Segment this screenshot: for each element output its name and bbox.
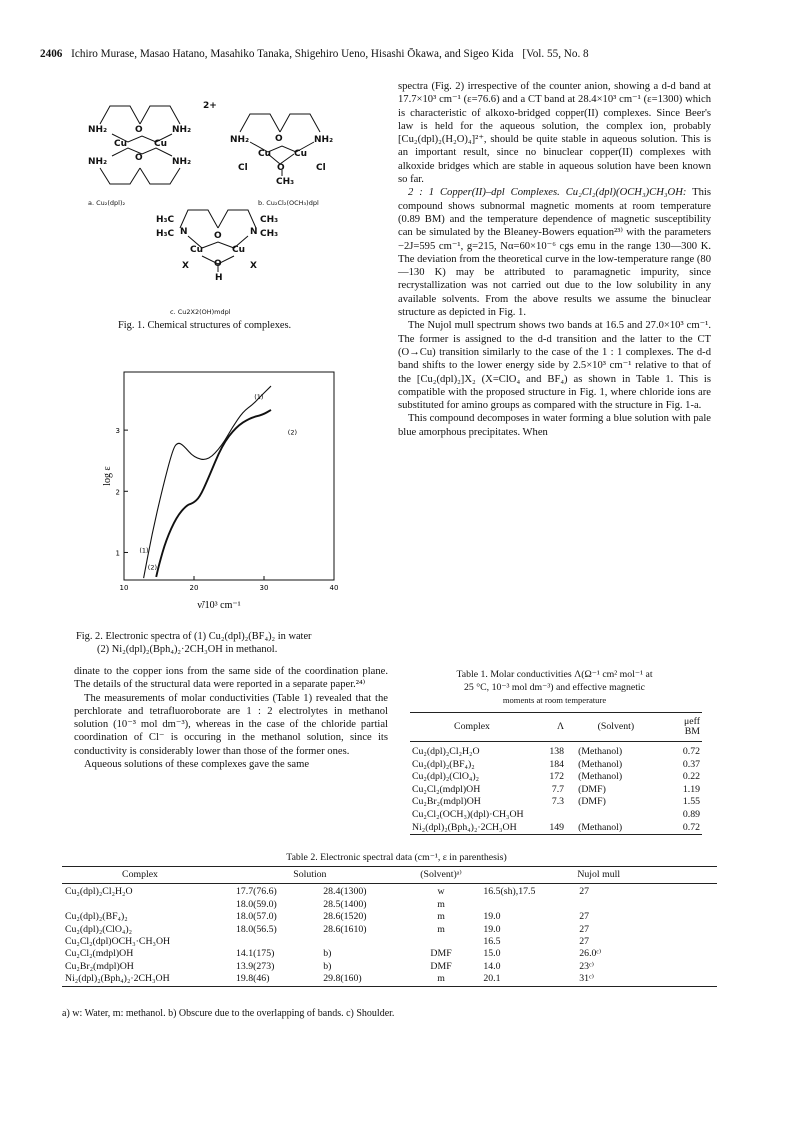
atom-x: X	[250, 261, 257, 271]
series-label-2: (2)	[287, 428, 298, 437]
series-label-1-low: (1)	[139, 546, 149, 555]
table-cell: 27	[579, 911, 590, 923]
atom-n: N	[250, 227, 258, 237]
x-tick-label: 10	[119, 584, 129, 592]
page-number: 2406	[40, 48, 63, 60]
column-header: Λ	[534, 713, 566, 742]
table-cell: Ni₂(dpl)₂(Bph₄)₂·2CH₃OH	[410, 822, 534, 835]
paragraph: This compound shows subnormal magnetic moments at room temperature (0.89 BM) and the temperature dependence of magnetic susceptibility can be simulated by the Bleaney-Bowers equation²³⁾ with the parameters −2J=595 cm⁻¹, g=215, Nα=60×10⁻⁶ cgs emu in the range 130—300 K. The deviation from the theoretical curve in the low-temperature range (80—130 K) may be attributed to paramagnetic impurity, since recrystallization was not carried out due to the low solubility in any available solvents. From the above results we assume the binuclear structure as depicted in Fig. 1.	[398, 187, 711, 319]
table-cell: w	[437, 886, 445, 898]
table-cell: 14.1(175)	[236, 948, 275, 960]
table-cell: m	[402, 973, 481, 986]
table-row	[410, 771, 702, 784]
atom-nh2: NH₂	[172, 157, 192, 167]
column-header: μeff BM	[666, 713, 702, 742]
structure-label-b: b. Cu₂Cl₂(OCH₃)dpl	[258, 199, 319, 207]
atom-nh2: NH₂	[314, 135, 334, 145]
table-cell: Cu₂Br₂(mdpl)OH	[65, 960, 134, 972]
table-cell: m	[437, 911, 445, 923]
atom-o: O	[275, 134, 283, 144]
column-header: (Solvent)ᵃ⁾	[402, 867, 481, 884]
table-cell: 172	[549, 771, 565, 783]
y-tick-label: 2	[115, 488, 120, 497]
atom-h3c: H₃C	[156, 215, 175, 225]
atom-ch3: CH₃	[260, 229, 279, 239]
table-cell: (DMF)	[578, 783, 606, 795]
paragraph: The Nujol mull spectrum shows two bands at 16.5 and 27.0×10³ cm⁻¹. The former is assigned to the d-d transition and the latter to the CT (O→Cu) transition similarly to the case of the 1 : 1 complexes. The d-d band shifts to the lower energy side by 2.5×10³ cm⁻¹ relative to that of the [Cu₂(dpl)₂]X₂ (X=ClO₄ and BF₄) as shown in Table 1. This is compatible with the proposed structure in Fig. 1, where chloride ions are substituted for amino groups as compared with the structure in Fig. 1-a.	[398, 320, 711, 412]
fig1-caption: Fig. 1. Chemical structures of complexes.	[118, 320, 292, 331]
table-cell: Cu₂(dpl)₂(BF₄)₂	[65, 911, 128, 923]
table2-title: Table 2. Electronic spectral data (cm⁻¹, ε in parenthesis)	[286, 852, 507, 863]
table-cell: 7.3	[551, 796, 565, 808]
fig1-structures	[70, 96, 390, 322]
fig2-caption-line1: Fig. 2. Electronic spectra of (1) Cu₂(dpl)₂(BF₄)₂ in water	[76, 631, 312, 642]
atom-nh2: NH₂	[88, 157, 108, 167]
table-cell: 28.5(1400)	[323, 898, 367, 910]
table1	[410, 712, 702, 835]
table-row	[410, 759, 702, 772]
table-cell: (Methanol)	[578, 746, 623, 757]
table-cell: 26.0ᶜ⁾	[579, 948, 602, 960]
table-cell: 14.0	[483, 960, 501, 972]
table-cell: 23ᶜ⁾	[579, 960, 594, 972]
table-cell: Cu₂Cl₂(mdpl)OH	[412, 783, 481, 795]
series-label-1: (1)	[254, 393, 264, 402]
atom-cu: Cu	[232, 245, 246, 255]
page-header	[40, 48, 753, 60]
x-tick-label: 30	[259, 584, 269, 592]
table-row	[410, 784, 702, 797]
table-cell: 31ᶜ⁾	[576, 973, 717, 986]
table-cell: (Methanol)	[578, 758, 623, 770]
table-cell	[534, 809, 566, 822]
y-tick-label: 3	[115, 427, 120, 436]
table-cell	[62, 899, 218, 911]
atom-cu: Cu	[114, 139, 128, 149]
series-line-2	[156, 410, 271, 577]
paragraph: This compound decomposes in water forming a blue solution with pale blue amorphous precipitates. When	[398, 413, 711, 438]
right-column-text	[398, 80, 711, 439]
table-cell: 18.0(56.5)	[236, 923, 277, 935]
table-cell	[218, 936, 320, 948]
table-cell: m	[437, 898, 445, 910]
table-row	[410, 809, 702, 822]
paragraph: spectra (Fig. 2) irrespective of the counter anion, showing a d-d band at 17.7×10³ cm⁻¹ (ε=76.6) and a CT band at 28.4×10³ cm⁻¹ (ε=1300) which is characteristic of alkoxo-bridged copper(II) complexes. Since Beer's law is held for the aqueous solution, the complex ion, probably [Cu₂(dpl)₂(H₂O)₄]²⁺, should be quite stable in aqueous solution. This is an important result, since no binuclear copper(II) complexes with alkoxide bridges which are stable in aqueous solution have been known so far.	[398, 81, 711, 186]
series-label-2-low: (2)	[147, 563, 158, 572]
table-cell: 20.1	[480, 973, 576, 986]
volume-info: [Vol. 55, No. 8	[522, 48, 589, 60]
atom-ch3: CH₃	[260, 215, 279, 225]
atom-cu: Cu	[154, 139, 168, 149]
table-cell: 16.5(sh),17.5	[483, 886, 536, 898]
table-cell: 0.37	[682, 758, 700, 770]
y-axis-label: log ε	[102, 466, 113, 486]
atom-o: O	[277, 163, 285, 173]
fig2-caption-line2: (2) Ni₂(dpl)₂(Bph₄)₂·2CH₃OH in methanol.	[97, 644, 278, 655]
table-cell: 28.4(1300)	[323, 886, 367, 898]
table-row	[62, 899, 717, 911]
table-row	[62, 948, 717, 960]
table-cell: 1.19	[682, 783, 700, 795]
author-list: Ichiro Murase, Masao Hatano, Masahiko Tanaka, Shigehiro Ueno, Hisashi Ōkawa, and Sigeo Kida	[71, 48, 514, 60]
table-cell: 27	[579, 886, 590, 898]
fig2-chart	[102, 368, 342, 610]
table-cell	[566, 809, 666, 822]
table-row	[62, 973, 717, 986]
table-cell: b)	[323, 948, 332, 960]
table-cell: 0.22	[682, 771, 700, 783]
table-row	[410, 796, 702, 809]
table-cell: Cu₂Br₂(mdpl)OH	[412, 796, 481, 808]
x-axis-label: ν̃/10³ cm⁻¹	[197, 600, 241, 610]
atom-cl: Cl	[316, 163, 326, 173]
left-column-text	[74, 665, 388, 771]
table-cell: 0.72	[682, 746, 700, 757]
atom-nh2: NH₂	[230, 135, 250, 145]
table-cell	[320, 936, 401, 948]
atom-h: H	[215, 273, 223, 283]
table-cell: DMF	[430, 960, 452, 972]
table-cell: 28.6(1610)	[323, 923, 367, 935]
table-cell	[576, 899, 717, 911]
table-row	[62, 884, 717, 899]
charge-label: 2+	[203, 101, 217, 111]
table-cell: m	[437, 923, 445, 935]
table-cell: 7.7	[551, 783, 565, 795]
atom-x: X	[182, 261, 189, 271]
table-cell: 0.72	[666, 822, 702, 835]
atom-o: O	[214, 259, 222, 269]
table-cell	[480, 899, 576, 911]
table-cell: (DMF)	[578, 796, 606, 808]
table-row	[62, 961, 717, 973]
table-cell: Ni₂(dpl)₂(Bph₄)₂·2CH₃OH	[62, 973, 218, 986]
column-header: Complex	[62, 867, 218, 884]
atom-o: O	[135, 153, 143, 163]
atom-cl: Cl	[238, 163, 248, 173]
column-header: (Solvent)	[566, 713, 666, 742]
section-title: 2 : 1 Copper(II)–dpl Complexes. Cu₂Cl₂(dpl)(OCH₃)CH₃OH:	[408, 187, 687, 199]
atom-o: O	[214, 231, 222, 241]
table-row	[410, 742, 702, 759]
atom-cu: Cu	[190, 245, 204, 255]
atom-h3c: H₃C	[156, 229, 175, 239]
table-cell: 29.8(160)	[320, 973, 401, 986]
table-cell: 15.0	[483, 948, 501, 960]
column-header: Complex	[410, 713, 534, 742]
table-cell: Cu₂Cl₂(OCH₃)(dpl)·CH₃OH	[412, 808, 524, 820]
atom-nh2: NH₂	[172, 125, 192, 135]
column-header: Solution	[218, 867, 402, 884]
x-tick-label: 40	[329, 584, 339, 592]
table-cell: 0.89	[682, 808, 700, 820]
table-cell: (Methanol)	[566, 822, 666, 835]
structure-label-c: c. Cu2X2(OH)mdpl	[170, 308, 231, 316]
table-cell: b)	[323, 960, 332, 972]
table-cell: Cu₂(dpl)₂(ClO₄)₂	[65, 923, 132, 935]
paragraph: Aqueous solutions of these complexes gave the same	[84, 759, 310, 771]
table-cell: 184	[549, 758, 565, 770]
table-cell: Cu₂Cl₂(mdpl)OH	[65, 948, 134, 960]
table-cell: 13.9(273)	[236, 960, 275, 972]
table-cell: 18.0(57.0)	[236, 911, 277, 923]
table-cell: Cu₂(dpl)₂Cl₂H₂O	[412, 746, 480, 757]
table-cell: Cu₂(dpl)₂(BF₄)₂	[412, 758, 475, 770]
y-tick-label: 1	[115, 549, 120, 558]
table-cell: 27	[579, 936, 590, 948]
table-cell: Cu₂(dpl)₂(ClO₄)₂	[412, 771, 479, 783]
column-header: Nujol mull	[480, 867, 717, 884]
atom-o: O	[135, 125, 143, 135]
table-cell: DMF	[430, 948, 452, 960]
table-cell: 16.5	[483, 936, 501, 948]
table-cell: (Methanol)	[578, 771, 623, 783]
structure-label-a: a. Cu₂(dpl)₂	[88, 199, 126, 207]
plot-frame	[124, 372, 334, 580]
table1-title: Table 1. Molar conductivities Λ(Ω⁻¹ cm² mol⁻¹ at 25 °C, 10⁻³ mol dm⁻³) and effective magnetic moments at room temperature	[456, 669, 653, 705]
table-cell	[402, 936, 481, 948]
table-cell: 1.55	[682, 796, 700, 808]
table-cell: Cu₂(dpl)₂Cl₂H₂O	[65, 886, 133, 898]
table-cell: 19.0	[483, 911, 501, 923]
atom-ch3: CH₃	[276, 177, 295, 187]
x-tick-label: 20	[189, 584, 199, 592]
paragraph: dinate to the copper ions from the same side of the coordination plane. The details of the structural data were reported in a separate paper.²⁴⁾	[74, 666, 388, 691]
table-cell: 138	[549, 746, 565, 757]
atom-n: N	[180, 227, 188, 237]
table-row	[62, 936, 717, 948]
table-cell: 19.0	[483, 923, 501, 935]
table-cell: 28.6(1520)	[323, 911, 367, 923]
table-row	[62, 924, 717, 936]
table-cell: 19.8(46)	[218, 973, 320, 986]
atom-nh2: NH₂	[88, 125, 108, 135]
paragraph: The measurements of molar conductivities (Table 1) revealed that the perchlorate and tetrafluoroborate are 1 : 2 electrolytes in methanol solution (10⁻³ mol dm⁻³), whereas in the case of the chloride partial coordination of Cl⁻ is occuring in the methanol solution, since its conductivity is considerably lower than those of the former ones.	[74, 692, 388, 757]
table-cell: 149	[534, 822, 566, 835]
table-cell: Cu₂Cl₂(dpl)OCH₃·CH₃OH	[65, 936, 171, 948]
table-cell: 27	[579, 923, 590, 935]
table2-footnote: a) w: Water, m: methanol. b) Obscure due to the overlapping of bands. c) Shoulder.	[62, 1008, 395, 1019]
table2	[62, 866, 717, 987]
table-cell: 18.0(59.0)	[236, 898, 277, 910]
table-row	[410, 822, 702, 835]
atom-cu: Cu	[294, 149, 308, 159]
atom-cu: Cu	[258, 149, 272, 159]
table-row	[62, 911, 717, 923]
table-cell: 17.7(76.6)	[236, 886, 277, 898]
